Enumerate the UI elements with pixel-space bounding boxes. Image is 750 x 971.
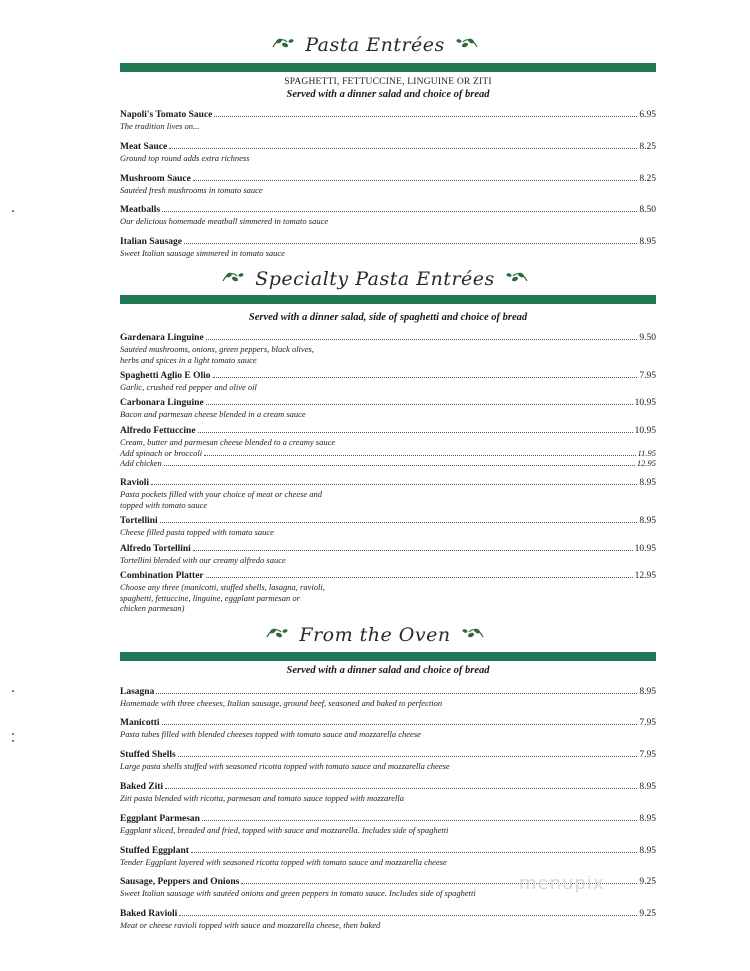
menu-item <box>120 398 656 420</box>
menu-item-row <box>120 398 656 409</box>
menu-item-description: Tortellini blended with our creamy alfredo sauce <box>120 555 286 565</box>
menu-item-row <box>120 909 656 920</box>
menu-item-price: 10.95 <box>634 544 656 554</box>
scan-speck <box>12 690 14 692</box>
menu-item <box>120 333 656 365</box>
menu-item-row <box>120 846 656 857</box>
menu-item-name: Baked Ziti <box>120 782 164 792</box>
menu-item-description: Ziti pasta blended with ricotta, parmesan and tomato sauce topped with mozzarella <box>120 793 404 803</box>
menu-item-row <box>120 333 656 344</box>
dot-leader <box>193 180 638 181</box>
menu-item-description: Cheese filled pasta topped with tomato sauce <box>120 527 274 537</box>
menu-item-price: 8.95 <box>639 814 656 824</box>
section-title <box>0 34 750 56</box>
menu-item <box>120 750 656 772</box>
menu-item-row <box>120 516 656 527</box>
menu-item-row <box>120 426 656 437</box>
dot-leader <box>204 455 635 456</box>
scan-speck <box>12 733 14 735</box>
menu-item-name: Alfredo Tortellini <box>120 544 191 554</box>
menu-item-addon <box>120 448 656 459</box>
menu-item-description: Eggplant sliced, breaded and fried, topped with sauce and mozzarella. Includes side of spaghetti <box>120 825 449 835</box>
menu-item-price: 8.25 <box>639 142 656 152</box>
dot-leader <box>160 522 638 523</box>
menu-item <box>120 237 656 259</box>
menu-item-description: Pasta tubes filled with blended cheeses topped with tomato sauce and mozzarella cheese <box>120 729 421 739</box>
menu-item <box>120 205 656 227</box>
dot-leader <box>214 116 637 117</box>
menu-item-name: Spaghetti Aglio E Olio <box>120 371 211 381</box>
menu-item-description: Sweet Italian sausage simmered in tomato sauce <box>120 248 285 258</box>
menu-item <box>120 516 656 538</box>
menu-item-price: 7.95 <box>639 750 656 760</box>
menu-item-description: Meat or cheese ravioli topped with sauce and mozzarella cheese, then baked <box>120 920 381 930</box>
menu-item <box>120 782 656 804</box>
menu-item-price: 7.95 <box>639 371 656 381</box>
menu-item-price: 7.95 <box>639 718 656 728</box>
menu-item-description: topped with tomato sauce <box>120 499 208 510</box>
dot-leader <box>191 852 637 853</box>
section-note: Served with a dinner salad, side of spaghetti and choice of bread <box>248 312 528 323</box>
menu-item-name: Combination Platter <box>120 571 204 581</box>
menu-item-row <box>120 478 656 489</box>
dot-leader <box>178 756 638 757</box>
addon-label: Add chicken <box>120 458 162 468</box>
menu-item <box>120 846 656 868</box>
section-title-text: Specialty Pasta Entrées <box>255 268 495 290</box>
dot-leader <box>151 484 637 485</box>
menu-item <box>120 544 656 566</box>
menu-item-price: 10.95 <box>634 398 656 408</box>
menu-item-description: Bacon and parmesan cheese blended in a cream sauce <box>120 409 306 419</box>
menu-item-name: Stuffed Eggplant <box>120 846 189 856</box>
menu-item-row <box>120 371 656 382</box>
section-note: Served with a dinner salad and choice of bread <box>286 665 490 676</box>
menu-item-price: 8.95 <box>639 687 656 697</box>
menu-item-name: Carbonara Linguine <box>120 398 204 408</box>
dot-leader <box>162 211 637 212</box>
menu-item-row <box>120 142 656 153</box>
menu-item-price: 8.95 <box>639 237 656 247</box>
menu-item-name: Sausage, Peppers and Onions <box>120 877 240 887</box>
dot-leader <box>206 339 638 340</box>
menu-item-description: Cream, butter and parmesan cheese blended to a creamy sauce <box>120 437 336 447</box>
section-title <box>0 268 750 290</box>
menu-item-price: 8.95 <box>639 846 656 856</box>
dot-leader <box>165 788 637 789</box>
menu-item <box>120 909 656 931</box>
menu-item-description: Sweet Italian sausage with sautéed onions and green peppers in tomato sauce. Includes side of spaghetti <box>120 888 476 898</box>
menu-item-row <box>120 718 656 729</box>
dot-leader <box>164 465 635 466</box>
menu-item-row <box>120 750 656 761</box>
menu-item-name: Italian Sausage <box>120 237 183 247</box>
menu-item <box>120 687 656 709</box>
leaf-ornament-left-icon <box>265 624 291 646</box>
watermark-text: menupix <box>519 873 605 894</box>
menu-item-price: 8.95 <box>639 478 656 488</box>
section-title-text: From the Oven <box>299 624 451 646</box>
addon-label: Add spinach or broccoli <box>120 447 203 458</box>
menu-item-price: 8.95 <box>639 782 656 792</box>
menu-item-description: Garlic, crushed red pepper and olive oil <box>120 382 257 392</box>
dot-leader <box>184 243 637 244</box>
addon-price: 11.95 <box>637 447 656 458</box>
menu-item-row <box>120 571 656 582</box>
menu-item-description: Sautéed mushrooms, onions, green peppers, black olives, <box>120 344 314 354</box>
dot-leader <box>202 820 637 821</box>
menu-item-name: Lasagna <box>120 687 155 697</box>
menu-item-price: 9.25 <box>639 877 656 887</box>
scan-speck <box>12 210 14 212</box>
section-divider-bar <box>120 652 656 661</box>
menu-item-description: Large pasta shells stuffed with seasoned ricotta topped with tomato sauce and mozzarella cheese <box>120 761 450 771</box>
menu-item <box>120 478 656 510</box>
menu-item-row <box>120 174 656 185</box>
menu-item <box>120 718 656 740</box>
dot-leader <box>193 550 633 551</box>
leaf-ornament-right-icon <box>453 34 479 56</box>
menu-item-row <box>120 544 656 555</box>
leaf-ornament-right-icon <box>503 268 529 290</box>
menu-item-price: 9.25 <box>639 909 656 919</box>
section-title-text: Pasta Entrées <box>305 34 445 56</box>
menu-item-price: 8.95 <box>639 516 656 526</box>
menu-item-name: Stuffed Shells <box>120 750 176 760</box>
dot-leader <box>206 404 633 405</box>
dot-leader <box>198 432 633 433</box>
menu-item-price: 10.95 <box>634 426 656 436</box>
menu-item-description: Our delicious homemade meatball simmered in tomato sauce <box>120 216 329 226</box>
menu-item-name: Meat Sauce <box>120 142 168 152</box>
menu-item-name: Napoli's Tomato Sauce <box>120 110 213 120</box>
section-subtitle: SPAGHETTI, FETTUCCINE, LINGUINE OR ZITI <box>284 77 492 87</box>
menu-item-addon <box>120 458 656 469</box>
leaf-ornament-right-icon <box>459 624 485 646</box>
menu-item <box>120 174 656 196</box>
menu-item-price: 8.25 <box>639 174 656 184</box>
menu-item <box>120 814 656 836</box>
dot-leader <box>162 724 638 725</box>
menu-item-description: The tradition lives on... <box>120 121 200 131</box>
addon-price: 12.95 <box>636 458 656 468</box>
section-note: Served with a dinner salad and choice of bread <box>286 89 490 100</box>
menu-item-description: herbs and spices in a light tomato sauce <box>120 354 257 365</box>
menu-item-description: Homemade with three cheeses, Italian sausage, ground beef, seasoned and baked to perfection <box>120 698 443 708</box>
menu-item-name: Eggplant Parmesan <box>120 814 200 824</box>
menu-item <box>120 571 656 614</box>
menu-item-price: 12.95 <box>634 571 656 581</box>
menu-item-description: Sautéed fresh mushrooms in tomato sauce <box>120 185 263 195</box>
menu-item-name: Tortellini <box>120 516 158 526</box>
menu-item-row <box>120 814 656 825</box>
menu-item-row <box>120 110 656 121</box>
menu-item-description: spaghetti, fettuccine, linguine, eggplant parmesan or <box>120 592 300 603</box>
menu-item-name: Ravioli <box>120 478 150 488</box>
menu-item-name: Baked Ravioli <box>120 909 178 919</box>
menu-item-description: Pasta pockets filled with your choice of meat or cheese and <box>120 489 323 499</box>
scan-speck <box>12 740 14 742</box>
dot-leader <box>206 577 633 578</box>
menu-item-description: chicken parmesan) <box>120 603 185 613</box>
menu-item-name: Alfredo Fettuccine <box>120 426 196 436</box>
menu-item-name: Meatballs <box>120 205 161 215</box>
menu-item <box>120 371 656 393</box>
leaf-ornament-left-icon <box>271 34 297 56</box>
menu-item-price: 9.50 <box>639 333 656 343</box>
menu-item-row <box>120 687 656 698</box>
menu-item-price: 8.50 <box>639 205 656 215</box>
menu-item-row <box>120 205 656 216</box>
menu-item-name: Gardenara Linguine <box>120 333 204 343</box>
section-divider-bar <box>120 295 656 304</box>
menu-item-name: Manicotti <box>120 718 160 728</box>
menu-item-name: Mushroom Sauce <box>120 174 191 184</box>
menu-item-description: Choose any three (manicotti, stuffed shells, lasagna, ravioli, <box>120 582 325 592</box>
menu-item <box>120 110 656 132</box>
menu-item-row <box>120 237 656 248</box>
leaf-ornament-left-icon <box>221 268 247 290</box>
menu-item <box>120 142 656 164</box>
menu-item <box>120 426 656 469</box>
section-title <box>0 624 750 646</box>
dot-leader <box>179 915 637 916</box>
dot-leader <box>213 377 638 378</box>
menu-item-description: Tender Eggplant layered with seasoned ricotta topped with tomato sauce and mozzarella cheese <box>120 857 447 867</box>
menu-item-description: Ground top round adds extra richness <box>120 153 250 163</box>
menu-item-row <box>120 782 656 793</box>
dot-leader <box>169 148 637 149</box>
menu-item-price: 6.95 <box>639 110 656 120</box>
section-divider-bar <box>120 63 656 72</box>
dot-leader <box>156 693 637 694</box>
